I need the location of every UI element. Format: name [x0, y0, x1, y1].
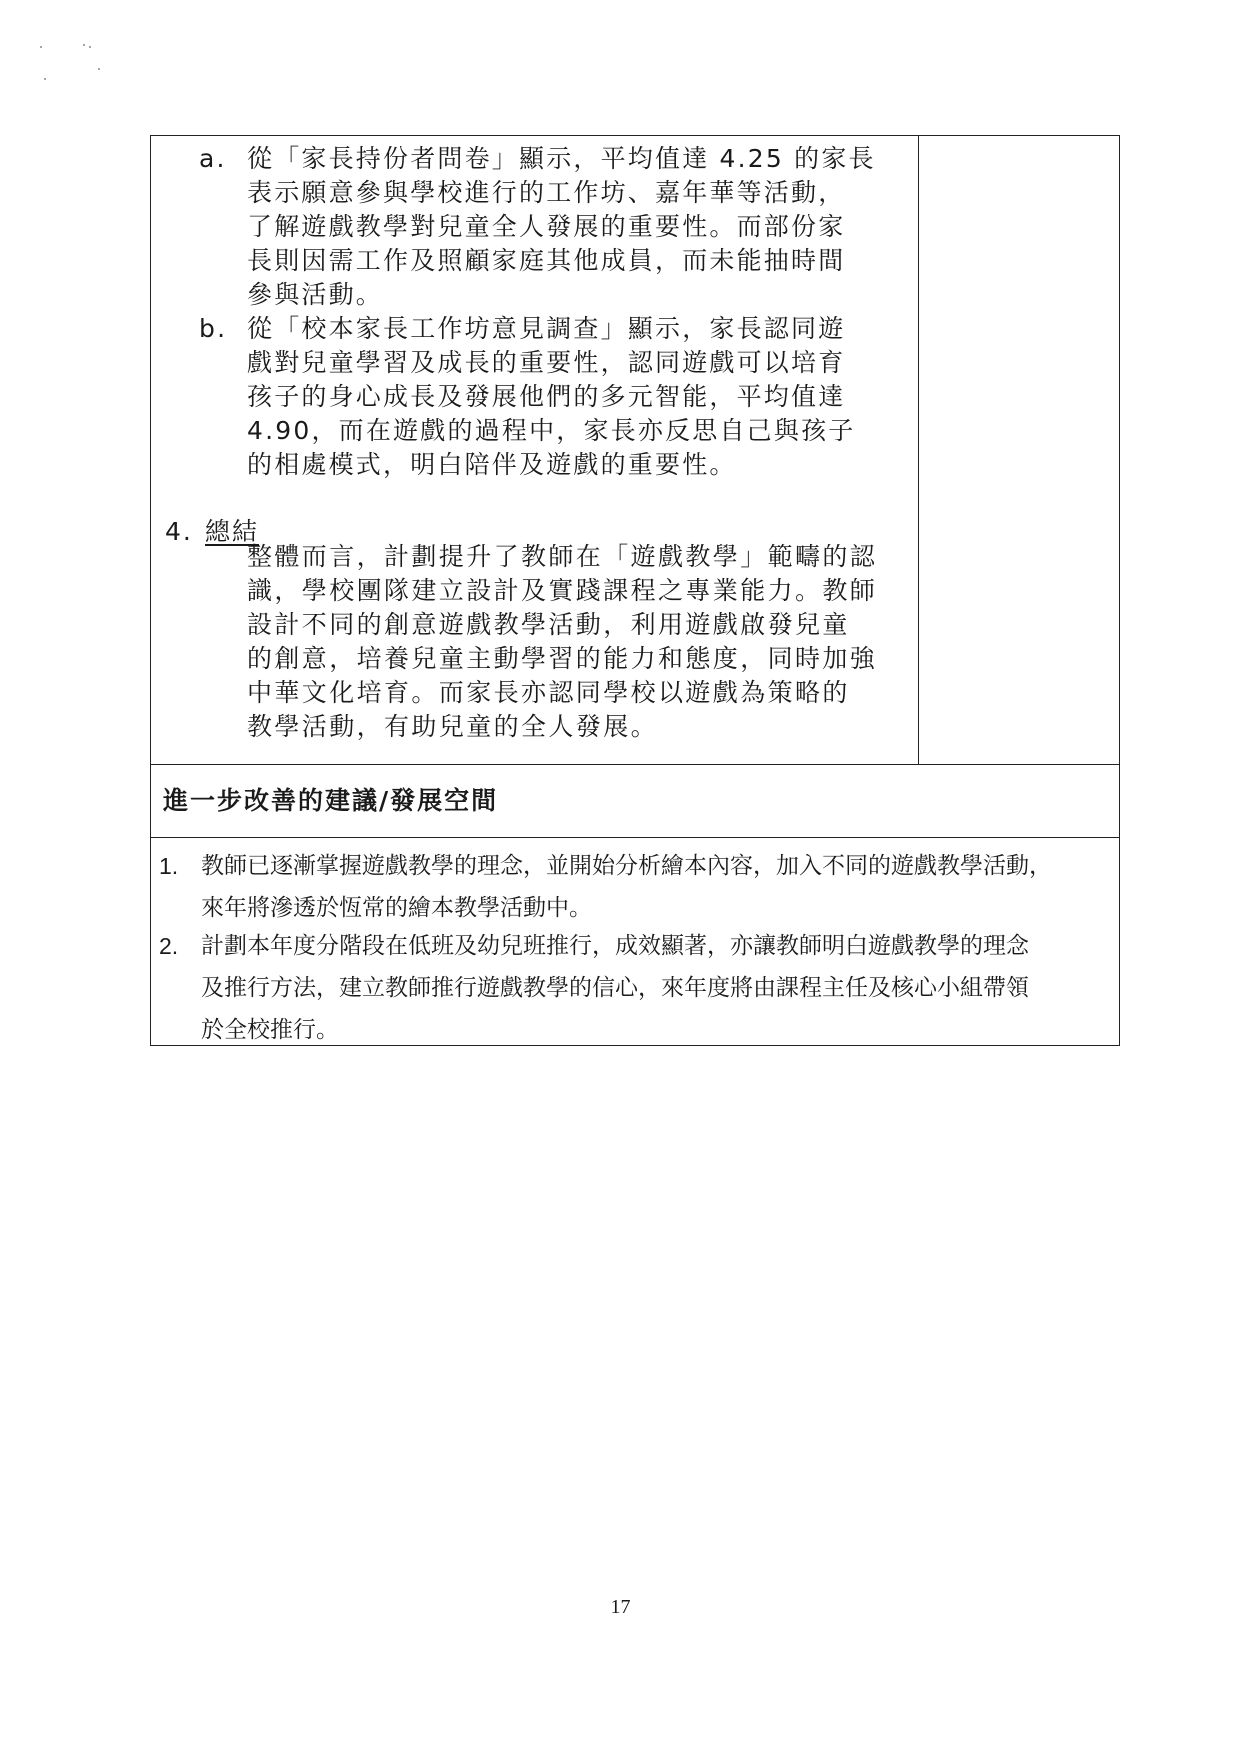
text-line: 表示願意參與學校進行的工作坊、嘉年華等活動， — [247, 178, 846, 207]
text-line: 識，學校團隊建立設計及實踐課程之專業能力。教師 — [247, 576, 878, 605]
suggestions-table — [150, 765, 1120, 1046]
text-line: 來年將滲透於恆常的繪本教學活動中。 — [201, 895, 592, 921]
text-line: 的相處模式，明白陪伴及遊戲的重要性。 — [247, 450, 737, 479]
scan-artifact-dot — [44, 78, 46, 80]
text-line: 及推行方法，建立教師推行遊戲教學的信心，來年度將由課程主任及核心小組帶領 — [201, 975, 1029, 1001]
section-title: 總結 — [205, 517, 260, 546]
text-line: 教學活動，有助兒童的全人發展。 — [247, 712, 659, 741]
scan-artifact-dot — [40, 46, 42, 48]
section-heading-summary — [165, 515, 259, 549]
scan-artifact-dot — [83, 44, 85, 46]
suggestions-title: 進一步改善的建議/發展空間 — [163, 786, 499, 815]
list-item-text — [247, 142, 907, 312]
list-marker: b. — [199, 314, 228, 343]
page-number: 17 — [610, 1596, 631, 1618]
text-line: 4.90，而在遊戲的過程中，家長亦反思自己與孩子 — [247, 416, 856, 445]
suggestion-number: 2. — [159, 933, 179, 959]
summary-paragraph — [247, 540, 877, 744]
list-item-text — [247, 312, 907, 482]
section-number: 4. — [165, 517, 193, 546]
scan-artifact-dot — [89, 46, 91, 48]
text-line: 的創意，培養兒童主動學習的能力和態度，同時加強 — [247, 644, 878, 673]
text-line: 長則因需工作及照顧家庭其他成員，而未能抽時間 — [247, 246, 846, 275]
suggestion-number: 1. — [159, 853, 179, 879]
scan-artifact-dot — [98, 68, 100, 70]
text-line: 於全校推行。 — [201, 1017, 339, 1043]
text-line: 孩子的身心成長及發展他們的多元智能，平均值達 — [247, 382, 846, 411]
suggestion-text — [201, 925, 1029, 1051]
text-line: 計劃本年度分階段在低班及幼兒班推行，成效顯著，亦讓教師明白遊戲教學的理念 — [201, 933, 1029, 959]
evaluation-table-cell — [150, 135, 1120, 765]
column-divider — [918, 136, 919, 764]
text-line: 整體而言，計劃提升了教師在「遊戲教學」範疇的認 — [247, 542, 878, 571]
text-line: 從「家長持份者問卷」顯示，平均值達 4.25 的家長 — [247, 144, 876, 173]
text-line: 教師已逐漸掌握遊戲教學的理念，並開始分析繪本內容，加入不同的遊戲教學活動， — [201, 853, 1052, 879]
text-line: 中華文化培育。而家長亦認同學校以遊戲為策略的 — [247, 678, 850, 707]
text-line: 戲對兒童學習及成長的重要性，認同遊戲可以培育 — [247, 348, 846, 377]
text-line: 了解遊戲教學對兒童全人發展的重要性。而部份家 — [247, 212, 846, 241]
suggestion-text — [201, 845, 1052, 929]
text-line: 從「校本家長工作坊意見調查」顯示，家長認同遊 — [247, 314, 846, 343]
suggestions-header — [151, 765, 1119, 838]
list-marker: a. — [199, 144, 227, 173]
text-line: 設計不同的創意遊戲教學活動，利用遊戲啟發兒童 — [247, 610, 850, 639]
text-line: 參與活動。 — [247, 280, 384, 309]
